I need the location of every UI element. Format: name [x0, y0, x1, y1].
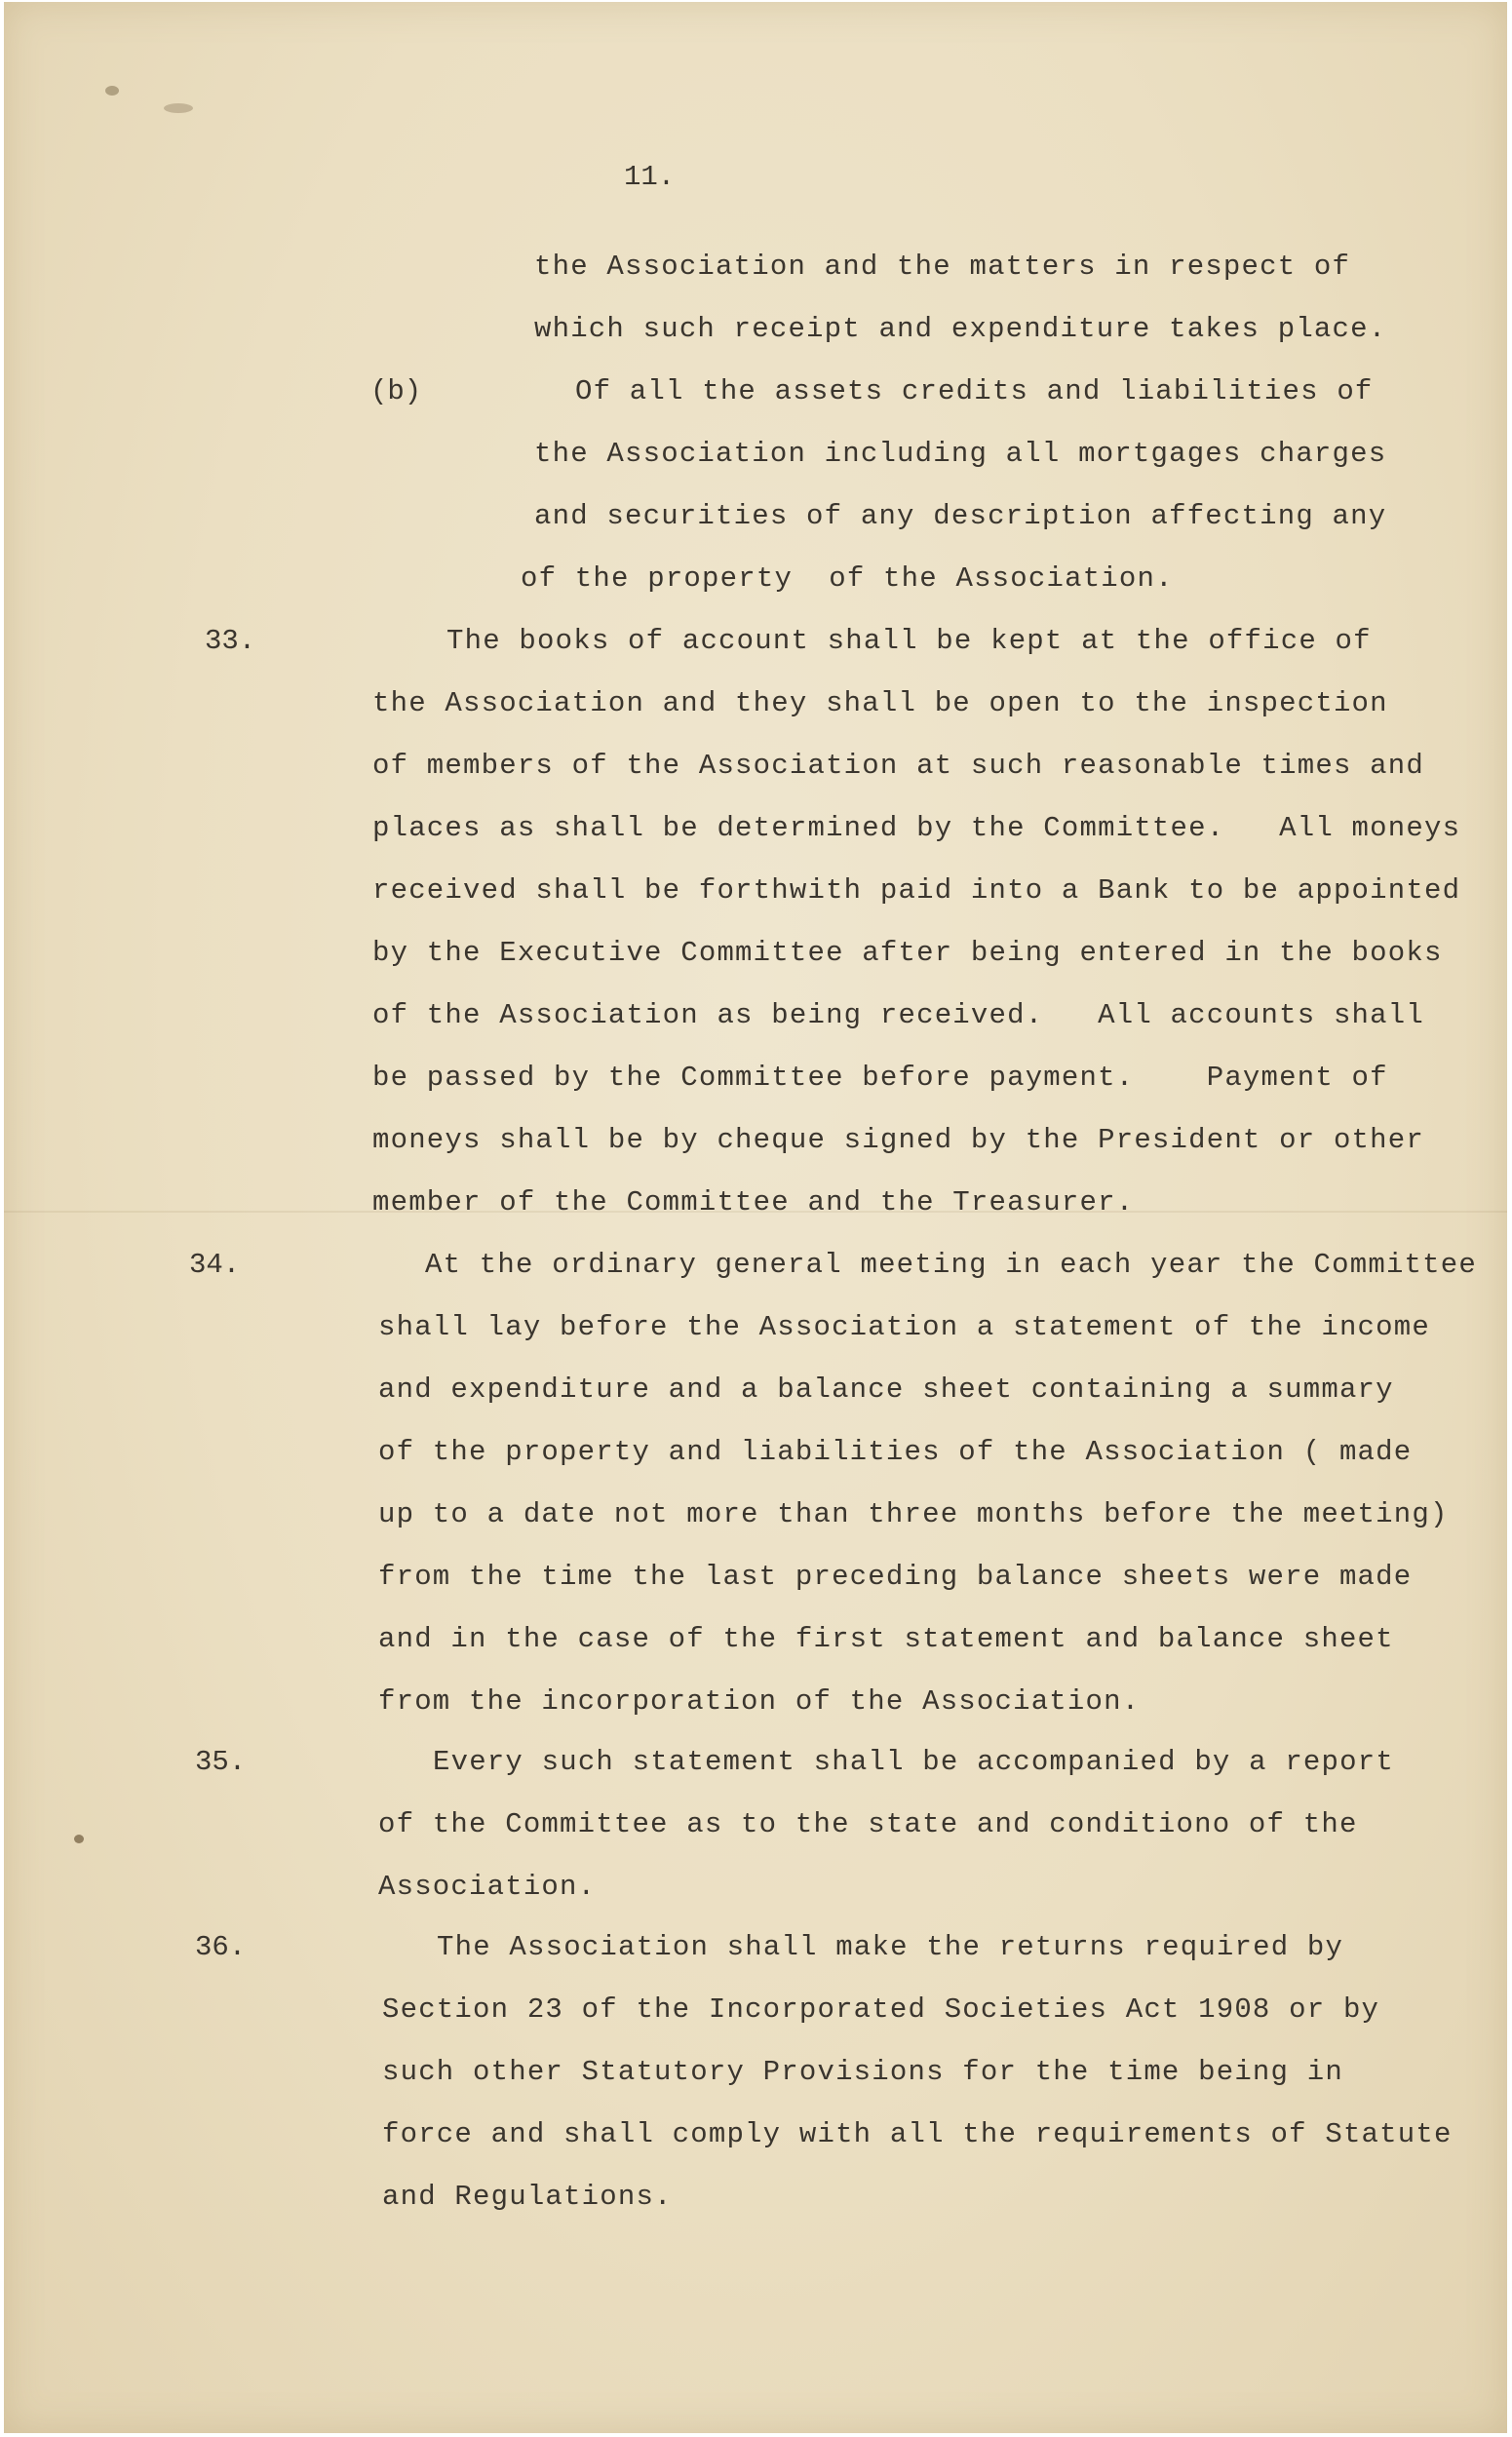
- page-number: 11.: [624, 161, 676, 193]
- text-line: Association.: [378, 1871, 597, 1903]
- text-line: and Regulations.: [382, 2181, 673, 2213]
- text-line: by the Executive Committee after being entered in the books: [372, 937, 1443, 969]
- text-line: The Association shall make the returns required by: [437, 1931, 1344, 1963]
- text-line: of the property and liabilities of the Association ( made: [378, 1436, 1413, 1468]
- text-line: shall lay before the Association a statement of the income: [378, 1311, 1430, 1343]
- section-number: 34.: [189, 1249, 241, 1281]
- text-line: places as shall be determined by the Committee. All moneys: [372, 812, 1461, 844]
- section-number: 33.: [205, 625, 256, 657]
- document-page: [4, 2, 1507, 2433]
- text-line: the Association and the matters in respect of: [534, 251, 1351, 283]
- text-line: of the Association as being received. All accounts shall: [372, 999, 1424, 1031]
- text-line: the Association including all mortgages charges: [534, 438, 1387, 470]
- text-line: such other Statutory Provisions for the time being in: [382, 2056, 1343, 2088]
- text-line: moneys shall be by cheque signed by the President or other: [372, 1124, 1424, 1156]
- text-line: member of the Committee and the Treasurer.: [372, 1186, 1135, 1218]
- text-line: At the ordinary general meeting in each year the Committee: [425, 1249, 1477, 1281]
- text-line: The books of account shall be kept at the office of: [446, 625, 1372, 657]
- paper-mark: [105, 86, 119, 96]
- text-line: up to a date not more than three months before the meeting): [378, 1498, 1449, 1530]
- text-line: and expenditure and a balance sheet containing a summary: [378, 1373, 1394, 1406]
- text-line: Of all the assets credits and liabilities of: [575, 375, 1374, 407]
- text-line: of members of the Association at such reasonable times and: [372, 750, 1424, 782]
- paper-mark: [74, 1835, 84, 1843]
- text-line: and in the case of the first statement and balance sheet: [378, 1623, 1394, 1655]
- text-line: Every such statement shall be accompanied by a report: [433, 1746, 1394, 1778]
- text-line: force and shall comply with all the requirements of Statute: [382, 2118, 1453, 2150]
- section-number: 36.: [195, 1931, 247, 1963]
- section-number: 35.: [195, 1746, 247, 1778]
- text-line: and securities of any description affecting any: [534, 500, 1387, 532]
- text-line: from the incorporation of the Association.: [378, 1685, 1141, 1718]
- clause-label: (b): [370, 375, 422, 407]
- text-line: of the Committee as to the state and conditiono of the: [378, 1808, 1358, 1840]
- text-line: Section 23 of the Incorporated Societies Act 1908 or by: [382, 1993, 1380, 2026]
- text-line: of the property of the Association.: [521, 562, 1174, 595]
- text-line: from the time the last preceding balance sheets were made: [378, 1561, 1413, 1593]
- text-line: the Association and they shall be open to the inspection: [372, 687, 1388, 719]
- text-line: received shall be forthwith paid into a Bank to be appointed: [372, 874, 1461, 907]
- text-line: be passed by the Committee before payment. Payment of: [372, 1062, 1388, 1094]
- paper-mark: [164, 103, 193, 113]
- text-line: which such receipt and expenditure takes place.: [534, 313, 1387, 345]
